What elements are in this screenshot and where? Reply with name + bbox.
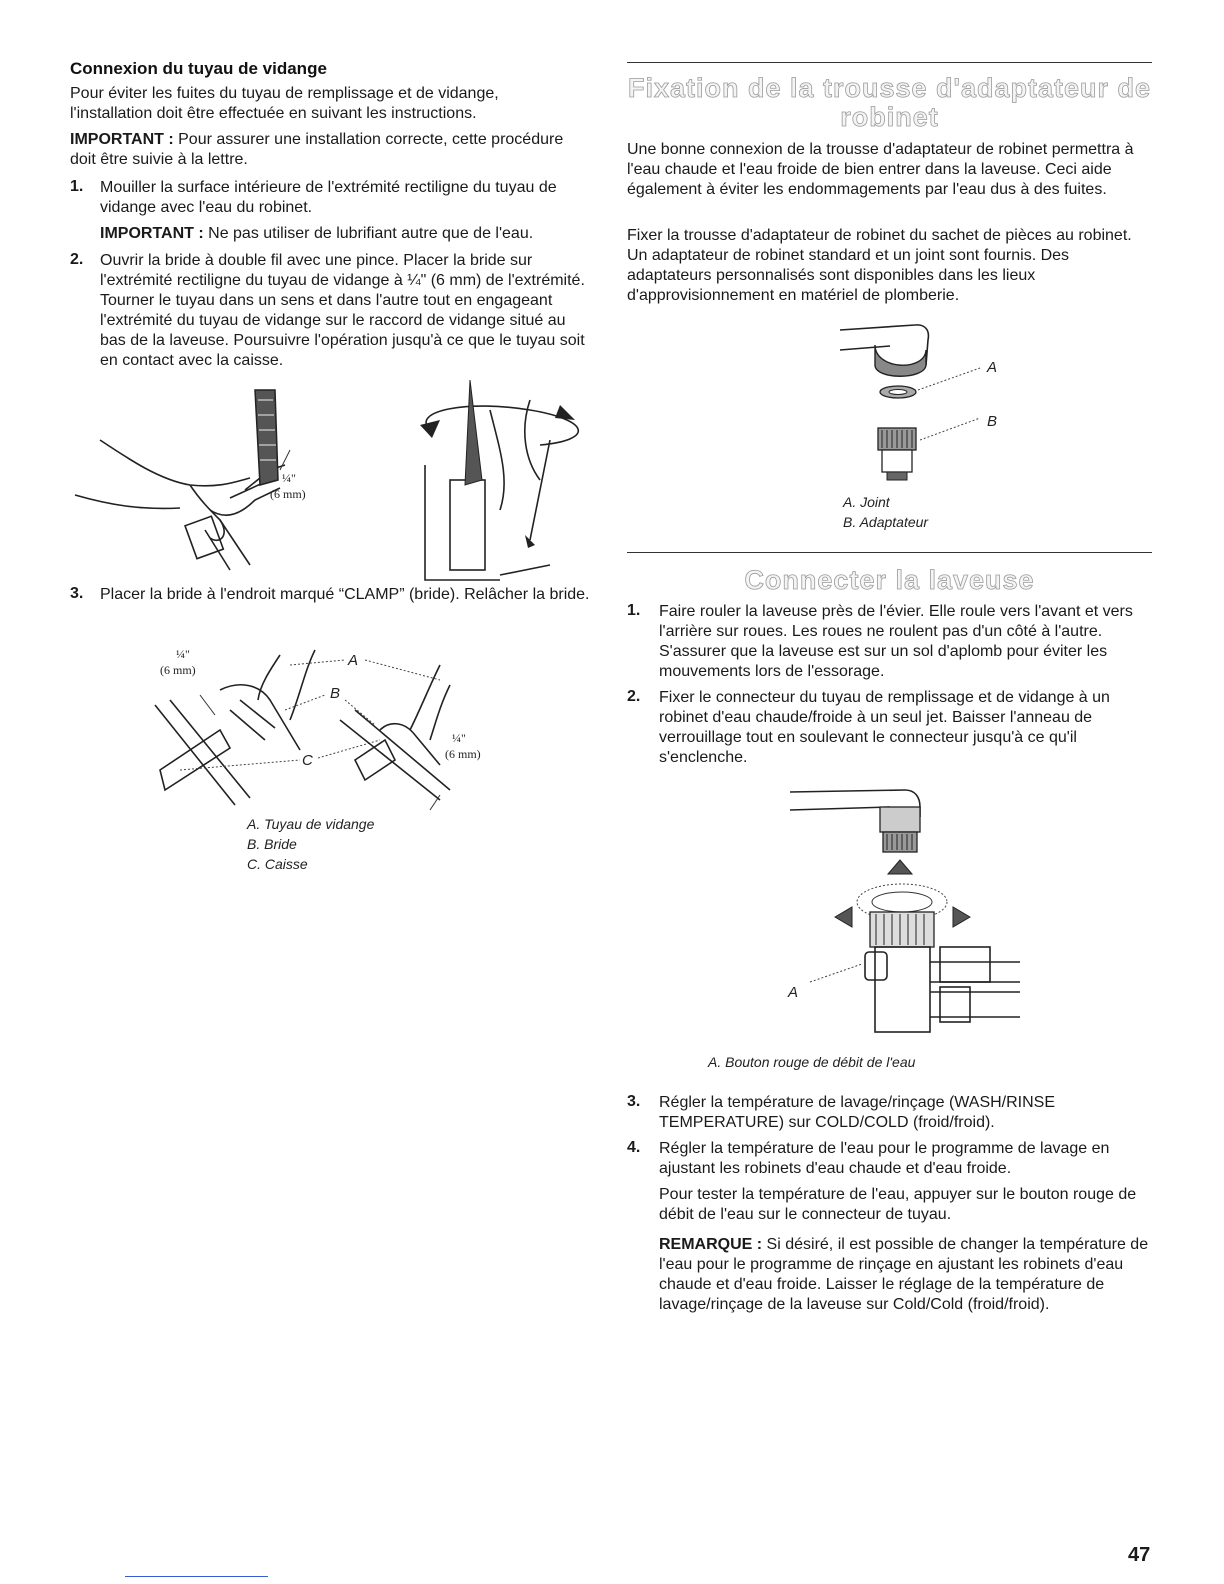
connect-step-4-subtext: Pour tester la température de l'eau, appuyer sur le bouton rouge de débit de l'eau sur le connecteur de tuyau. [659, 1186, 1137, 1223]
step-number: 1. [70, 178, 84, 195]
figure-clamp-placement [140, 630, 530, 815]
section-rule-middle [627, 552, 1152, 553]
caption-line: C. Caisse [247, 856, 308, 872]
faucet-illustration [840, 325, 928, 376]
remark-text: Si désiré, il est possible de changer la température de l'eau pour le programme de rinçage en ajustant les robinets d'eau chaude et d'eau froide. Laisser le réglage de la température de lavage/rinçage de la laveuse sur Cold/Cold (froid/froid). [659, 1236, 1149, 1313]
fig1-mm: (6 mm) [270, 487, 306, 501]
fig4-caption: A. Bouton rouge de débit de l'eau [708, 1054, 916, 1070]
step-3-text: Placer la bride à l'endroit marqué “CLAMP” (bride). Relâcher la bride. [100, 586, 590, 603]
fig2-mm-right: (6 mm) [445, 747, 481, 761]
hand-with-pliers-illustration [75, 390, 290, 570]
caption-line: B. Adaptateur [843, 514, 929, 530]
fig2-label-b: B [330, 685, 341, 702]
important-text: Ne pas utiliser de lubrifiant autre que de l'eau. [203, 225, 534, 242]
arrow-right-icon [953, 907, 970, 927]
important-label: IMPORTANT : [100, 225, 204, 242]
fig2-label-c: C [302, 752, 313, 769]
section-heading-drain-hose: Connexion du tuyau de vidange [70, 59, 327, 78]
fig2-label-a: A [348, 652, 359, 669]
caption-line: A. Tuyau de vidange [247, 816, 375, 832]
washer-cabinet-rotation-illustration [420, 380, 578, 580]
section-title-connect-washer: Connecter la laveuse [744, 565, 1035, 595]
step-number: 3. [70, 585, 84, 602]
faucet-kit-paragraph: Fixer la trousse d'adaptateur de robinet du sachet de pièces au robinet. Un adaptateur de robinet standard et un joint sont fournis. Des adaptateurs personnalisés sont disponibles dans les lieux d'approvisionnement en matériel de plomberie. [627, 227, 1132, 304]
faucet-intro-paragraph: Une bonne connexion de la trousse d'adaptateur de robinet permettra à l'eau chaude et l'eau froide de bien entrer dans la laveuse. Ceci aide également à éviter les endommagements par l'eau dus à des fuites. [627, 141, 1134, 198]
remark-paragraph [659, 1235, 1151, 1315]
fig3-label-a: A [987, 359, 998, 376]
figure-hose-connector [780, 782, 1030, 1042]
connect-step-1-text: Faire rouler la laveuse près de l'évier. Elle roule vers l'avant et vers l'arrière sur roues. Les roues ne roulent pas d'un côté à l'autre. S'assurer que la laveuse est sur un sol d'aplomb pour éviter les mouvements lors de l'essorage. [659, 603, 1133, 680]
fig2-mm-left: (6 mm) [160, 663, 196, 677]
fig3-caption-list [843, 492, 928, 532]
connect-step-3-text: Régler la température de lavage/rinçage (WASH/RINSE TEMPERATURE) sur COLD/COLD (froid/froid). [659, 1094, 1056, 1131]
caption-line: A. Joint [843, 494, 890, 510]
fig1-quarter-inch: ¼" [282, 471, 296, 485]
fig2-caption-list [247, 814, 374, 874]
important-label: IMPORTANT : [70, 131, 174, 148]
section-title-faucet-adapter: Fixation de la trousse d'adaptateur de robinet [627, 73, 1152, 132]
connector-body-illustration [857, 884, 1020, 1032]
connect-step-4-text: Régler la température de l'eau pour le programme de lavage en ajustant les robinets d'eau chaude et d'eau froide. [659, 1140, 1110, 1177]
arrow-left-icon [835, 907, 852, 927]
step-1-text: Mouiller la surface intérieure de l'extrémité rectiligne du tuyau de vidange avec l'eau du robinet. [100, 179, 557, 216]
fig2-quarter-left: ¼" [176, 647, 190, 661]
connect-step-2-text: Fixer le connecteur du tuyau de remplissage et de vidange à un robinet d'eau chaude/froide à un seul jet. Baisser l'anneau de verrouillage tout en soulevant le connecteur jusqu'à ce qu'il s'enclenche. [659, 689, 1110, 766]
faucet-spout-illustration [790, 790, 920, 852]
step-number: 2. [627, 688, 641, 705]
fig4-label-a: A [788, 984, 799, 1001]
adapter-illustration [878, 428, 916, 480]
page-number: 47 [1128, 1544, 1151, 1566]
important-note-2 [100, 224, 595, 244]
step-number: 1. [627, 602, 641, 619]
caption-line: B. Bride [247, 836, 297, 852]
fig3-label-b: B [987, 413, 998, 430]
important-note-1 [70, 130, 585, 170]
arrow-up-icon [888, 860, 912, 874]
clamp-right-illustration [340, 665, 450, 810]
footer-link-underline [125, 1576, 268, 1577]
figure-joint-adapter [830, 310, 1030, 480]
step-number: 2. [70, 251, 84, 268]
section-rule-top [627, 62, 1152, 63]
fig2-quarter-right: ¼" [452, 731, 466, 745]
important-text: Pour assurer une installation correcte, cette procédure doit être suivie à la lettre. [70, 131, 564, 168]
step-number: 4. [627, 1139, 641, 1156]
figure-pliers-hose [70, 370, 590, 585]
intro-paragraph: Pour éviter les fuites du tuyau de remplissage et de vidange, l'installation doit être effectuée en suivant les instructions. [70, 85, 499, 122]
step-number: 3. [627, 1093, 641, 1110]
step-2-text: Ouvrir la bride à double fil avec une pince. Placer la bride sur l'extrémité rectiligne du tuyau de vidange à ¼" (6 mm) de l'extrémité. Tourner le tuyau dans un sens et dans l'autre tout en engageant l'extrémité du tuyau de vidange sur le raccord de vidange situé au bas de la laveuse. Poursuivre l'opération jusqu'à ce que le tuyau soit en contact avec la caisse. [100, 252, 585, 369]
remark-label: REMARQUE : [659, 1236, 763, 1253]
